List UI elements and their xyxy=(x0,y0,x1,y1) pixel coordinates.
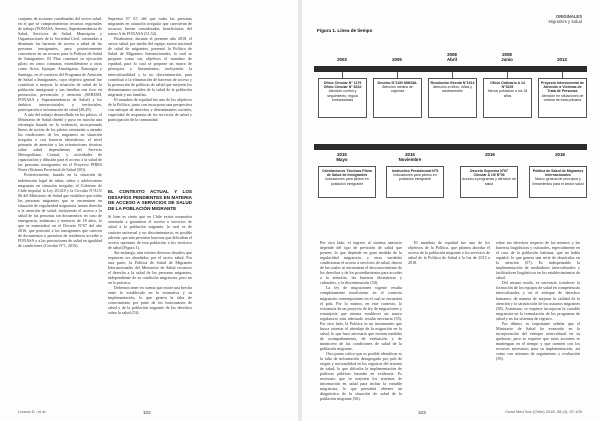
header-title: ORIGINALES xyxy=(555,14,582,19)
paragraph: sobre sus derechos respecto de los mismos y las barreras lingüísticas y culturales, especialmente en el caso de la población haitiana, que no habla español, lo que genera una serie de obstáculos en la atención (57). Es indispensable la implementación de mediadores interculturales y facilitadores lingüísticos en los establecimientos de salud. xyxy=(496,240,581,281)
page-number: 103 xyxy=(418,410,426,415)
timeline-event-box: Resolución Exenta N°1914 Atención a niños, niñas y adolescentes xyxy=(428,78,477,118)
left-page-column-1 xyxy=(18,16,102,394)
left-page xyxy=(0,0,298,421)
page-number: 102 xyxy=(143,410,151,415)
running-header xyxy=(548,14,582,24)
paragraph: Debemos tener en cuenta que existe una brecha entre lo establecido en la normativa y su implementación, lo que genera la falta de conocimiento por parte de los funcionarios de salud y de la población migrante de los derechos sobre la salud (53). xyxy=(108,285,192,316)
timeline-bar-top xyxy=(314,66,587,72)
timeline-event-box: Proyecto Intersectorial de Atención a Víctimas de Trata de Personas Atención en situaciones de víctima de trata primaria xyxy=(538,78,587,118)
year-label: 2005 xyxy=(392,57,402,62)
footer-authors: Lorena D., et al. xyxy=(18,409,47,414)
timeline-event-box: Oficio Circular N° 1179 Oficio Circular N° 6232 Atención control y seguimiento, regula embarazadas xyxy=(318,78,367,118)
timeline-event-box: Decreto N°1190 MINSAL Atención médica de urgencia xyxy=(373,78,422,118)
year-label: 2008 Junio xyxy=(501,52,513,62)
paragraph: Supremo N° 67, del que todas las personas migrantes en situación irregular que carecieran de recursos fueran consideradas beneficiarias del tramo A de FONASA (51,52). xyxy=(108,16,192,37)
paragraph: A raíz del trabajo desarrollado en los pilotos, el Ministerio de Salud diseñó y puso en marcha una estrategia basada en la evidencia, incorporando líneas de acción de los pilotos orientadas a atender las condiciones de los migrantes en situación irregular o con barreras idiomáticas, el nivel primario de atención y las orientaciones técnicas sobre salud dependientes del Servicio Metropolitano Central, y actividades de capacitación y difusión para el acceso a la salud de las personas inmigrantes en el Proyecto PIRES Norte (Sistema Provincial de Salud (50)). xyxy=(18,111,102,173)
section-heading: EL CONTEXTO ACTUAL Y LOS DESAFÍOS PENDIENTES EN MATERIA DE ACCESO A SERVICIOS DE SALUD DE LA POBLACIÓN MIGRANTE xyxy=(108,189,192,211)
paragraph: Por último, es importante señalar que el Ministerio de Salud ha avanzado en la incorporación del enfoque intercultural en su quehacer, pero se requiere que estas acciones se mantengan en el tiempo y que cuenten con los recursos necesarios para su implementación, así como con sistemas de seguimiento y evaluación (59). xyxy=(496,320,580,362)
paragraph: conjunto de acciones coordinadas del sector salud, en el que se comprometieron recursos regionales de trabajo (FONASA, Seremi, Superintendencia de Salud, Servicios de Salud, Municipios y Organizaciones de la Sociedad Civil, orientadas a disminuir las barreras de acceso a salud de las personas inmigrantes, para posteriormente convertirse en un recurso para la Política de Salud de Inmigrantes. El Plan comenzó su ejecución piloto en cinco comunas, extendiéndose a otras como Arica, Iquique, Antofagasta, Rancagua y Santiago, en el contexto del Programa de Atención de Salud a Inmigrantes, cuyo objetivo general fue contribuir a mejorar la situación de salud de la población inmigrante y sus familias con foco en promoción, prevención y atención (SEREMI, FONASA y Superintendencia de Salud) y los ámbitos intersectoriales y territoriales, participación e información de salud (48,49). xyxy=(18,16,103,112)
year-label: 2003 xyxy=(337,57,347,62)
timeline-event-box: Oficio Ordinario A 14 N°3229 Menos población a los 18 años xyxy=(483,78,532,118)
right-page-column-2 xyxy=(408,240,490,398)
paragraph: La ley de migraciones vigente resulta completamente insuficiente en el contexto migratorio contemporáneo en el cual se encuentra el país. Por lo mismo, en este contexto, la existencia de un proyecto de ley de migraciones y extranjería que intenta establecer un marco regulatorio más adecuado resulta necesaria (55). Por otro lado, la Política es un instrumento que busca orientar el abordaje de la migración en la salud, lo que hace necesario que existan medidas de acompañamiento, de evaluación y de monitoreo de las condiciones de salud de la población migrante. xyxy=(320,285,402,351)
paragraph: El mandato de equidad fue uno de los objetivos de la Política, junto con incorporar una perspectiva con enfoque de derechos y determinantes sociales, capacidad de respuesta de los servicios de salud y participación de la comunidad. xyxy=(108,96,192,122)
right-page xyxy=(302,0,600,421)
right-page-column-1 xyxy=(320,240,402,402)
year-label: 2018 xyxy=(555,152,565,157)
year-label: 2015 Mayo xyxy=(336,152,348,162)
paragraph: Finalmente, durante el presente año 2018, el sector salud, por medio del equipo asesor nacional de salud de migrantes, presentó la Política de Salud de Migrantes Internacionales, la cual se propone como sus objetivos el mandato de equidad, para lo cual se propone un marco de principios y lineamientos, incluyendo la interculturalidad y la no discriminación, para contribuir a la eliminación de barreras de acceso y la promoción de políticas de salud que mejoren los determinantes sociales de la salud de la población migrante y sus familias. xyxy=(108,36,192,97)
paragraph: Del mismo modo, es necesario fortalecer la formación de los equipos de salud en competencias interculturales y en el enfoque de derechos humanos, de manera de mejorar la calidad de la atención y la satisfacción de los usuarios migrantes (58). Asimismo, se requiere incorporar la variable migratoria en la formulación de los programas de salud y en los sistemas de registro. xyxy=(496,280,581,321)
paragraph: El mandato de equidad fue uno de los objetivos de la Política, que plantea abordar el acceso de la población migrante a los servicios de salud de la Política de Salud a la luz de 2015 a 2018. xyxy=(408,240,490,266)
paragraph: Por otro lado, el ingreso al sistema sanitario depende del tipo de previsión de salud que poseen, lo que depende en gran medida de la regularidad migratoria, y otras variables condicionan el acceso a servicios de salud, dentro de las cuales se encuentran el desconocimiento de los derechos y de los procedimientos para acceder a la atención, las barreras idiomáticas y culturales, y la discriminación (54). xyxy=(320,240,402,286)
paragraph: Si bien es cierto que en Chile existe normativa orientada a garantizar el acceso a servicios de salud a la población migrante, la cual es de carácter universal y no discriminatorio, es posible advertir que aún persisten barreras que dificultan el acceso oportuno de esta población a los servicios de salud (Figura 1). xyxy=(108,214,192,250)
timeline-event-box: Instructivo Presidencial N°5 Indicaciones para pilotos en población inmigrante xyxy=(386,166,444,198)
timeline-event-box: Orientaciones Técnicas Piloto de Salud de Inmigrantes Indicaciones para pilotos en población inmigrante xyxy=(318,166,376,198)
left-page-column-2-bottom xyxy=(108,186,192,396)
timeline-figure xyxy=(314,34,587,274)
left-page-column-2-top xyxy=(108,16,192,180)
year-label: 2015 Noviembre xyxy=(398,152,422,162)
footer-journal: Cuad Méd Soc (Chile) 2018, 58 (4): 97-109 xyxy=(505,409,582,414)
header-subtitle: Migrantes y Salud xyxy=(548,19,582,24)
timeline-bar-bottom xyxy=(314,144,587,150)
figure-title: Figura 1. Línea de tiempo xyxy=(317,28,373,33)
paragraph: Otro punto crítico que es posible identificar es la falta de información desagregada por país de origen y nacionalidad en los registros del sistema de salud, lo que dificulta la implementación de políticas públicas basadas en evidencia. Es necesario que se mejoren los sistemas de información en salud para incluir la variable migratoria, lo que permitirá obtener un diagnóstico de la situación de salud de la población migrante (56). xyxy=(320,351,402,402)
year-label: 2008 Abril xyxy=(446,52,457,62)
year-label: 2013 xyxy=(557,57,567,62)
paragraph: Sin embargo, aún existen diversos desafíos que requieren ser abordados por el sector salud. Por otra parte, la Política de Salud de Migrantes Internacionales del Ministerio de Salud reconoce el derecho a la salud de las personas migrantes, independiente de su condición migratoria, pero no en la práctica. xyxy=(108,249,192,285)
timeline-event-box: Decreto Supremo N°67 Circular A 15/ N°06 Acceso a programas y atención de salud xyxy=(460,166,518,198)
timeline-event-box: Política de Salud de Migrantes Internacionales Marco general de principios y lineamientos para el sector salud xyxy=(529,166,587,198)
right-page-column-3 xyxy=(496,240,580,398)
year-label: 2016 xyxy=(485,152,495,157)
paragraph: Posteriormente, basado en la situación de indefensión legal de niñas, niños y adolescentes migrantes en situación irregular, el Gobierno de Chile impulsó la Ley 20.418 y la Circular N°A15/ 06 del Ministerio de Salud que establece que todas las personas migrantes que se encuentren en situación de regularidad migratoria tienen derecho a la atención de salud, incluyendo el acceso a la salud de las personas sin documentos en caso de emergencia, embarazo y menores de 18 años, lo que se materializó en el Decreto N°67 del año 2016, que permitió a los inmigrantes que carecen de documentos o permisos de residencia acceder a FONASA y a las prestaciones de salud en igualdad de condiciones (Circular N°1, 2016). xyxy=(18,172,102,249)
